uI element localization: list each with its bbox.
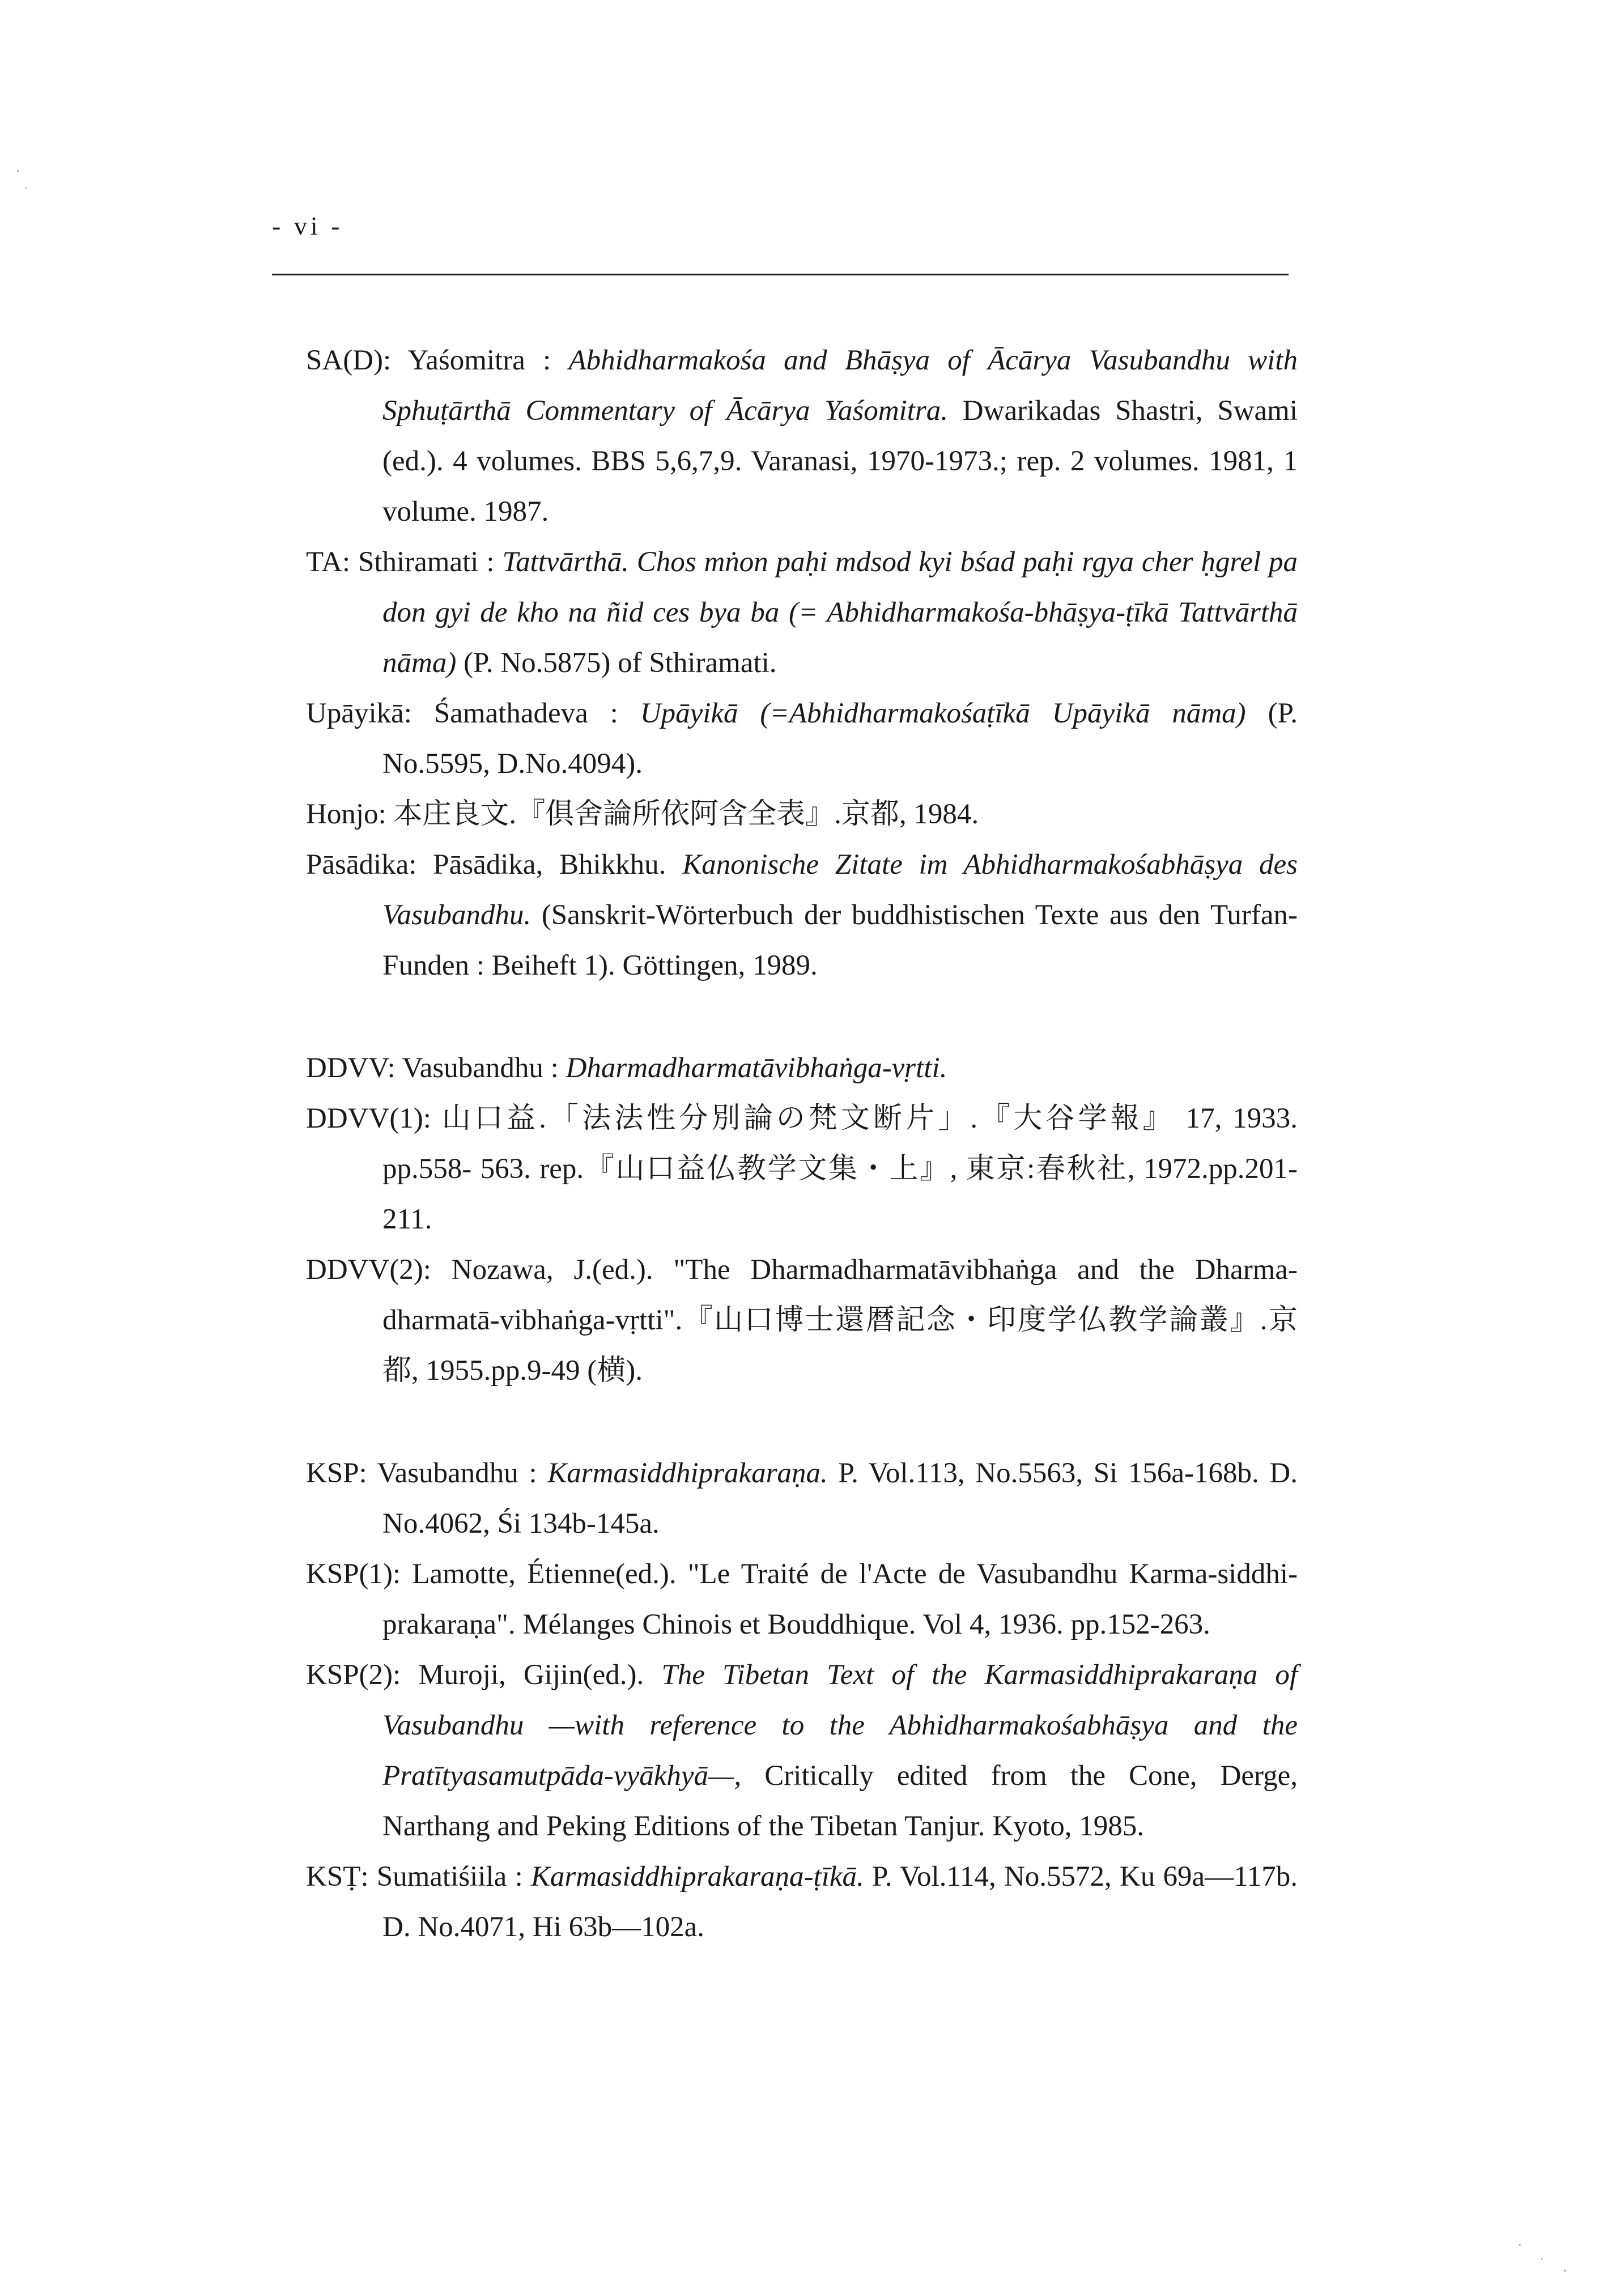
- bibliography-entry: [306, 1650, 1298, 1852]
- entry-title: Upāyikā (=Abhidharmakośaṭīkā Upāyikā nāma): [640, 698, 1246, 729]
- entry-key: KSP(2):: [306, 1659, 401, 1691]
- entry-author: Śamathadeva :: [433, 698, 618, 729]
- entry-key: DDVV(1):: [306, 1103, 431, 1134]
- entry-author: Sthiramati :: [358, 546, 495, 578]
- entry-author: Vasubandhu :: [377, 1457, 537, 1489]
- entry-key: TA:: [306, 546, 351, 578]
- bibliography-entry: [306, 335, 1298, 537]
- entry-author: Pāsādika, Bhikkhu.: [433, 849, 666, 881]
- entry-rest: "The Dharmadharmatāvibhaṅga and the Dharma-dharmatā-vibhaṅga-vṛtti".『山口博士還暦記念・印度学仏教学論叢』.京都, 1955.pp.9-49 (横).: [382, 1254, 1298, 1387]
- entry-author: Nozawa, J.(ed.).: [451, 1254, 653, 1286]
- entry-rest: (Sanskrit-Wörterbuch der buddhistischen Texte aus den Turfan-Funden : Beiheft 1). Göttingen, 1989.: [382, 899, 1298, 981]
- group-gap: [306, 1396, 1298, 1448]
- bibliography-entry: [306, 1852, 1298, 1953]
- bibliography-entry: [306, 537, 1298, 688]
- entry-key: DDVV(2):: [306, 1254, 431, 1286]
- entry-key: Honjo:: [306, 798, 386, 830]
- header-rule: [272, 274, 1289, 275]
- entry-title: Karmasiddhiprakaraṇa.: [547, 1457, 828, 1489]
- scan-speck: [17, 170, 19, 172]
- entry-title: Abhidharmakośa and Bhāṣya of Ācārya Vasubandhu with Sphuṭārthā Commentary of Ācārya Yaśomitra.: [382, 345, 1298, 427]
- entry-rest: 本庄良文.『俱舍論所依阿含全表』.京都, 1984.: [393, 798, 979, 830]
- scan-speck: [1564, 2269, 1566, 2272]
- entry-title: Kanonische Zitate im Abhidharmakośabhāṣya des Vasubandhu.: [382, 849, 1298, 931]
- bibliography-entry: [306, 1043, 1298, 1094]
- entry-rest: P. Vol.113, No.5563, Si 156a-168b. D. No.4062, Śi 134b-145a.: [382, 1457, 1298, 1540]
- entry-title: Dharmadharmatāvibhaṅga-vṛtti.: [566, 1052, 947, 1084]
- entry-key: KSP(1):: [306, 1558, 401, 1590]
- bibliography-entry: [306, 1245, 1298, 1396]
- entry-author: Lamotte, Étienne(ed.).: [412, 1558, 677, 1590]
- entry-rest: Dwarikadas Shastri, Swami (ed.). 4 volumes. BBS 5,6,7,9. Varanasi, 1970-1973.; rep. 2 volumes. 1981, 1 volume. 1987.: [382, 395, 1298, 528]
- entry-key: Upāyikā:: [306, 698, 412, 729]
- entry-rest: (P. No.5875) of Sthiramati.: [464, 647, 777, 679]
- bibliography-entry: [306, 789, 1298, 840]
- entry-rest: Critically edited from the Cone, Derge, Narthang and Peking Editions of the Tibetan Tanjur. Kyoto, 1985.: [382, 1760, 1298, 1842]
- entry-key: KSP:: [306, 1457, 367, 1489]
- entry-key: SA(D):: [306, 345, 392, 376]
- entry-key: KSṬ:: [306, 1861, 369, 1893]
- entry-rest: 山口益.「法法性分別論の梵文断片」.『大谷学報』 17, 1933. pp.558- 563. rep.『山口益仏教学文集・上』, 東京:春秋社, 1972.pp.201-211.: [382, 1103, 1298, 1235]
- bibliography-entry: [306, 1094, 1298, 1245]
- bibliography-entry: [306, 688, 1298, 789]
- group-gap: [306, 991, 1298, 1043]
- entry-key: Pāsādika:: [306, 849, 417, 881]
- entry-rest: P. Vol.114, No.5572, Ku 69a—117b. D. No.4071, Hi 63b—102a.: [382, 1861, 1298, 1943]
- bibliography-list: [306, 335, 1298, 1953]
- bibliography-entry: [306, 1448, 1298, 1549]
- entry-title: Tattvārthā. Chos mṅon paḥi mdsod kyi bśad paḥi rgya cher ḥgrel pa don gyi de kho na ñid ces bya ba (= Abhidharmakośa-bhāṣya-ṭīkā Tattvārthā nāma): [382, 546, 1298, 679]
- entry-key: DDVV:: [306, 1052, 396, 1084]
- entry-rest: (P. No.5595, D.No.4094).: [382, 698, 1298, 780]
- scan-speck: [1519, 2244, 1521, 2246]
- page-number: - vi -: [272, 211, 343, 240]
- scan-speck: [25, 187, 27, 189]
- entry-title: The Tibetan Text of the Karmasiddhiprakaraṇa of Vasubandhu —with reference to the Abhidharmakośabhāṣya and the Pratītyasamutpāda-vyākhyā—,: [382, 1659, 1298, 1792]
- bibliography-entry: [306, 1549, 1298, 1650]
- entry-title: Karmasiddhiprakaraṇa-ṭīkā.: [530, 1861, 864, 1893]
- entry-rest: "Le Traité de l'Acte de Vasubandhu Karma-siddhi-prakaraṇa". Mélanges Chinois et Bouddhique. Vol 4, 1936. pp.152-263.: [382, 1558, 1298, 1640]
- scan-speck: [1541, 2258, 1543, 2260]
- entry-author: Vasubandhu :: [402, 1052, 559, 1084]
- entry-author: Sumatiśiila :: [376, 1861, 523, 1893]
- entry-author: Yaśomitra :: [407, 345, 551, 376]
- bibliography-entry: [306, 840, 1298, 991]
- entry-author: Muroji, Gijin(ed.).: [418, 1659, 644, 1691]
